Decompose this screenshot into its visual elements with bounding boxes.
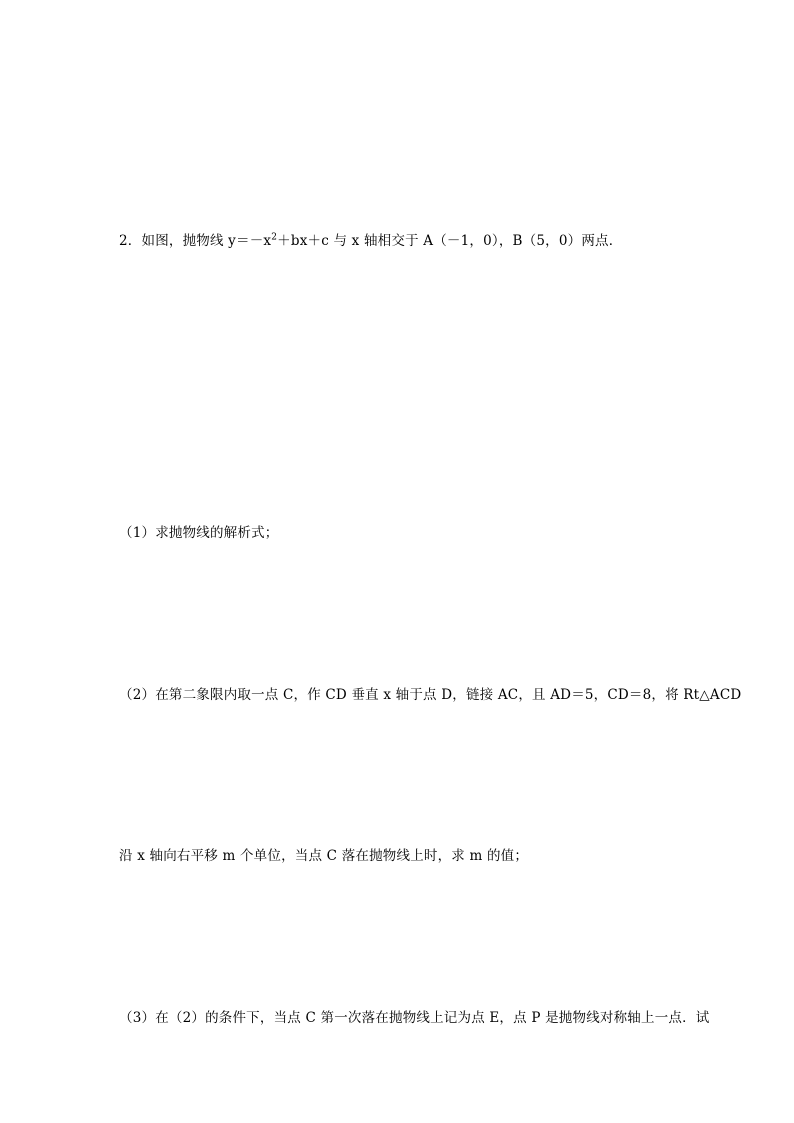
question-part-2-line-1: （2）在第二象限内取一点 C，作 CD 垂直 x 轴于点 D，链接 AC，且 AD＝5，CD＝8，将 Rt△ACD: [119, 687, 742, 703]
question-part-3-line-1: （3）在（2）的条件下，当点 C 第一次落在抛物线上记为点 E，点 P 是抛物线对称轴上一点．试: [119, 1010, 710, 1026]
question-part-2-line-2: 沿 x 轴向右平移 m 个单位，当点 C 落在抛物线上时，求 m 的值；: [119, 848, 529, 864]
problem-intro-text-end: ＋bx＋c 与 x 轴相交于 A（－1，0），B（5，0）两点．: [277, 233, 623, 249]
question-part-1: （1）求抛物线的解析式；: [119, 525, 279, 541]
problem-intro-text-start: 2．如图，抛物线 y＝－x: [119, 233, 272, 249]
problem-intro: [119, 232, 622, 250]
exponent: 2: [271, 232, 278, 243]
